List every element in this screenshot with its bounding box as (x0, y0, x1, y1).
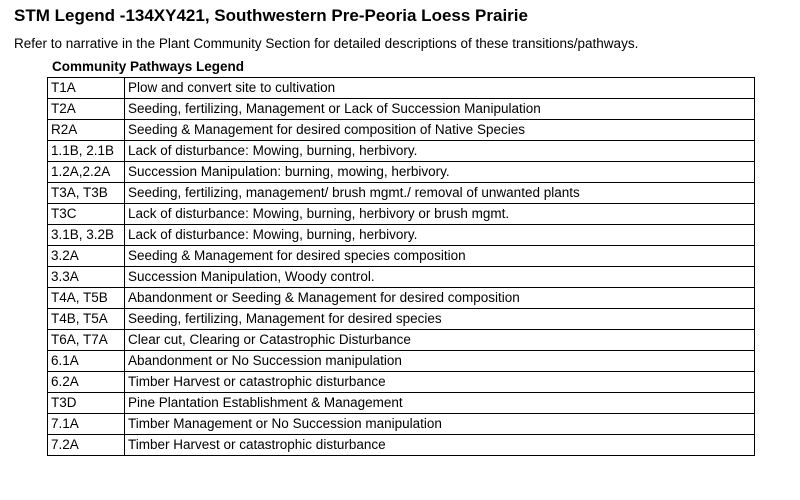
pathway-code: T3C (48, 204, 125, 225)
pathway-description: Pine Plantation Establishment & Management (125, 393, 755, 414)
pathway-description: Seeding & Management for desired composition of Native Species (125, 120, 755, 141)
pathway-description: Lack of disturbance: Mowing, burning, herbivory. (125, 225, 755, 246)
pathway-description: Succession Manipulation, Woody control. (125, 267, 755, 288)
pathway-description: Abandonment or No Succession manipulation (125, 351, 755, 372)
pathway-code: 3.3A (48, 267, 125, 288)
pathway-description: Abandonment or Seeding & Management for desired composition (125, 288, 755, 309)
page-subtitle: Refer to narrative in the Plant Community Section for detailed descriptions of these transitions/pathways. (14, 36, 639, 51)
legend-row (48, 330, 755, 351)
legend-row (48, 99, 755, 120)
pathway-description: Clear cut, Clearing or Catastrophic Disturbance (125, 330, 755, 351)
pathway-code: T3A, T3B (48, 183, 125, 204)
legend-row (48, 351, 755, 372)
pathway-code: 6.1A (48, 351, 125, 372)
page-title: STM Legend -134XY421, Southwestern Pre-Peoria Loess Prairie (14, 6, 528, 25)
legend-row (48, 183, 755, 204)
pathway-description: Timber Management or No Succession manipulation (125, 414, 755, 435)
legend-table-body (48, 78, 755, 456)
pathway-description: Plow and convert site to cultivation (125, 78, 755, 99)
legend-row (48, 414, 755, 435)
legend-row (48, 225, 755, 246)
community-pathways-legend-table (47, 77, 755, 456)
pathway-code: 3.2A (48, 246, 125, 267)
pathway-description: Succession Manipulation: burning, mowing, herbivory. (125, 162, 755, 183)
legend-row (48, 435, 755, 456)
pathway-description: Lack of disturbance: Mowing, burning, herbivory. (125, 141, 755, 162)
pathway-code: 7.1A (48, 414, 125, 435)
pathway-description: Timber Harvest or catastrophic disturbance (125, 435, 755, 456)
pathway-description: Seeding, fertilizing, Management or Lack of Succession Manipulation (125, 99, 755, 120)
legend-row (48, 162, 755, 183)
pathway-code: 3.1B, 3.2B (48, 225, 125, 246)
legend-heading: Community Pathways Legend (52, 59, 245, 74)
legend-row (48, 246, 755, 267)
legend-row (48, 204, 755, 225)
pathway-code: 6.2A (48, 372, 125, 393)
pathway-code: 1.1B, 2.1B (48, 141, 125, 162)
pathway-code: T4A, T5B (48, 288, 125, 309)
pathway-code: T3D (48, 393, 125, 414)
pathway-code: 7.2A (48, 435, 125, 456)
pathway-description: Lack of disturbance: Mowing, burning, herbivory or brush mgmt. (125, 204, 755, 225)
pathway-code: R2A (48, 120, 125, 141)
legend-row (48, 267, 755, 288)
pathway-code: 1.2A,2.2A (48, 162, 125, 183)
legend-row (48, 288, 755, 309)
legend-row (48, 309, 755, 330)
pathway-description: Timber Harvest or catastrophic disturbance (125, 372, 755, 393)
pathway-description: Seeding, fertilizing, Management for desired species (125, 309, 755, 330)
pathway-description: Seeding & Management for desired species composition (125, 246, 755, 267)
pathway-code: T4B, T5A (48, 309, 125, 330)
legend-row (48, 393, 755, 414)
pathway-code: T1A (48, 78, 125, 99)
pathway-code: T6A, T7A (48, 330, 125, 351)
legend-row (48, 120, 755, 141)
pathway-description: Seeding, fertilizing, management/ brush mgmt./ removal of unwanted plants (125, 183, 755, 204)
legend-row (48, 78, 755, 99)
pathway-code: T2A (48, 99, 125, 120)
legend-row (48, 141, 755, 162)
legend-row (48, 372, 755, 393)
